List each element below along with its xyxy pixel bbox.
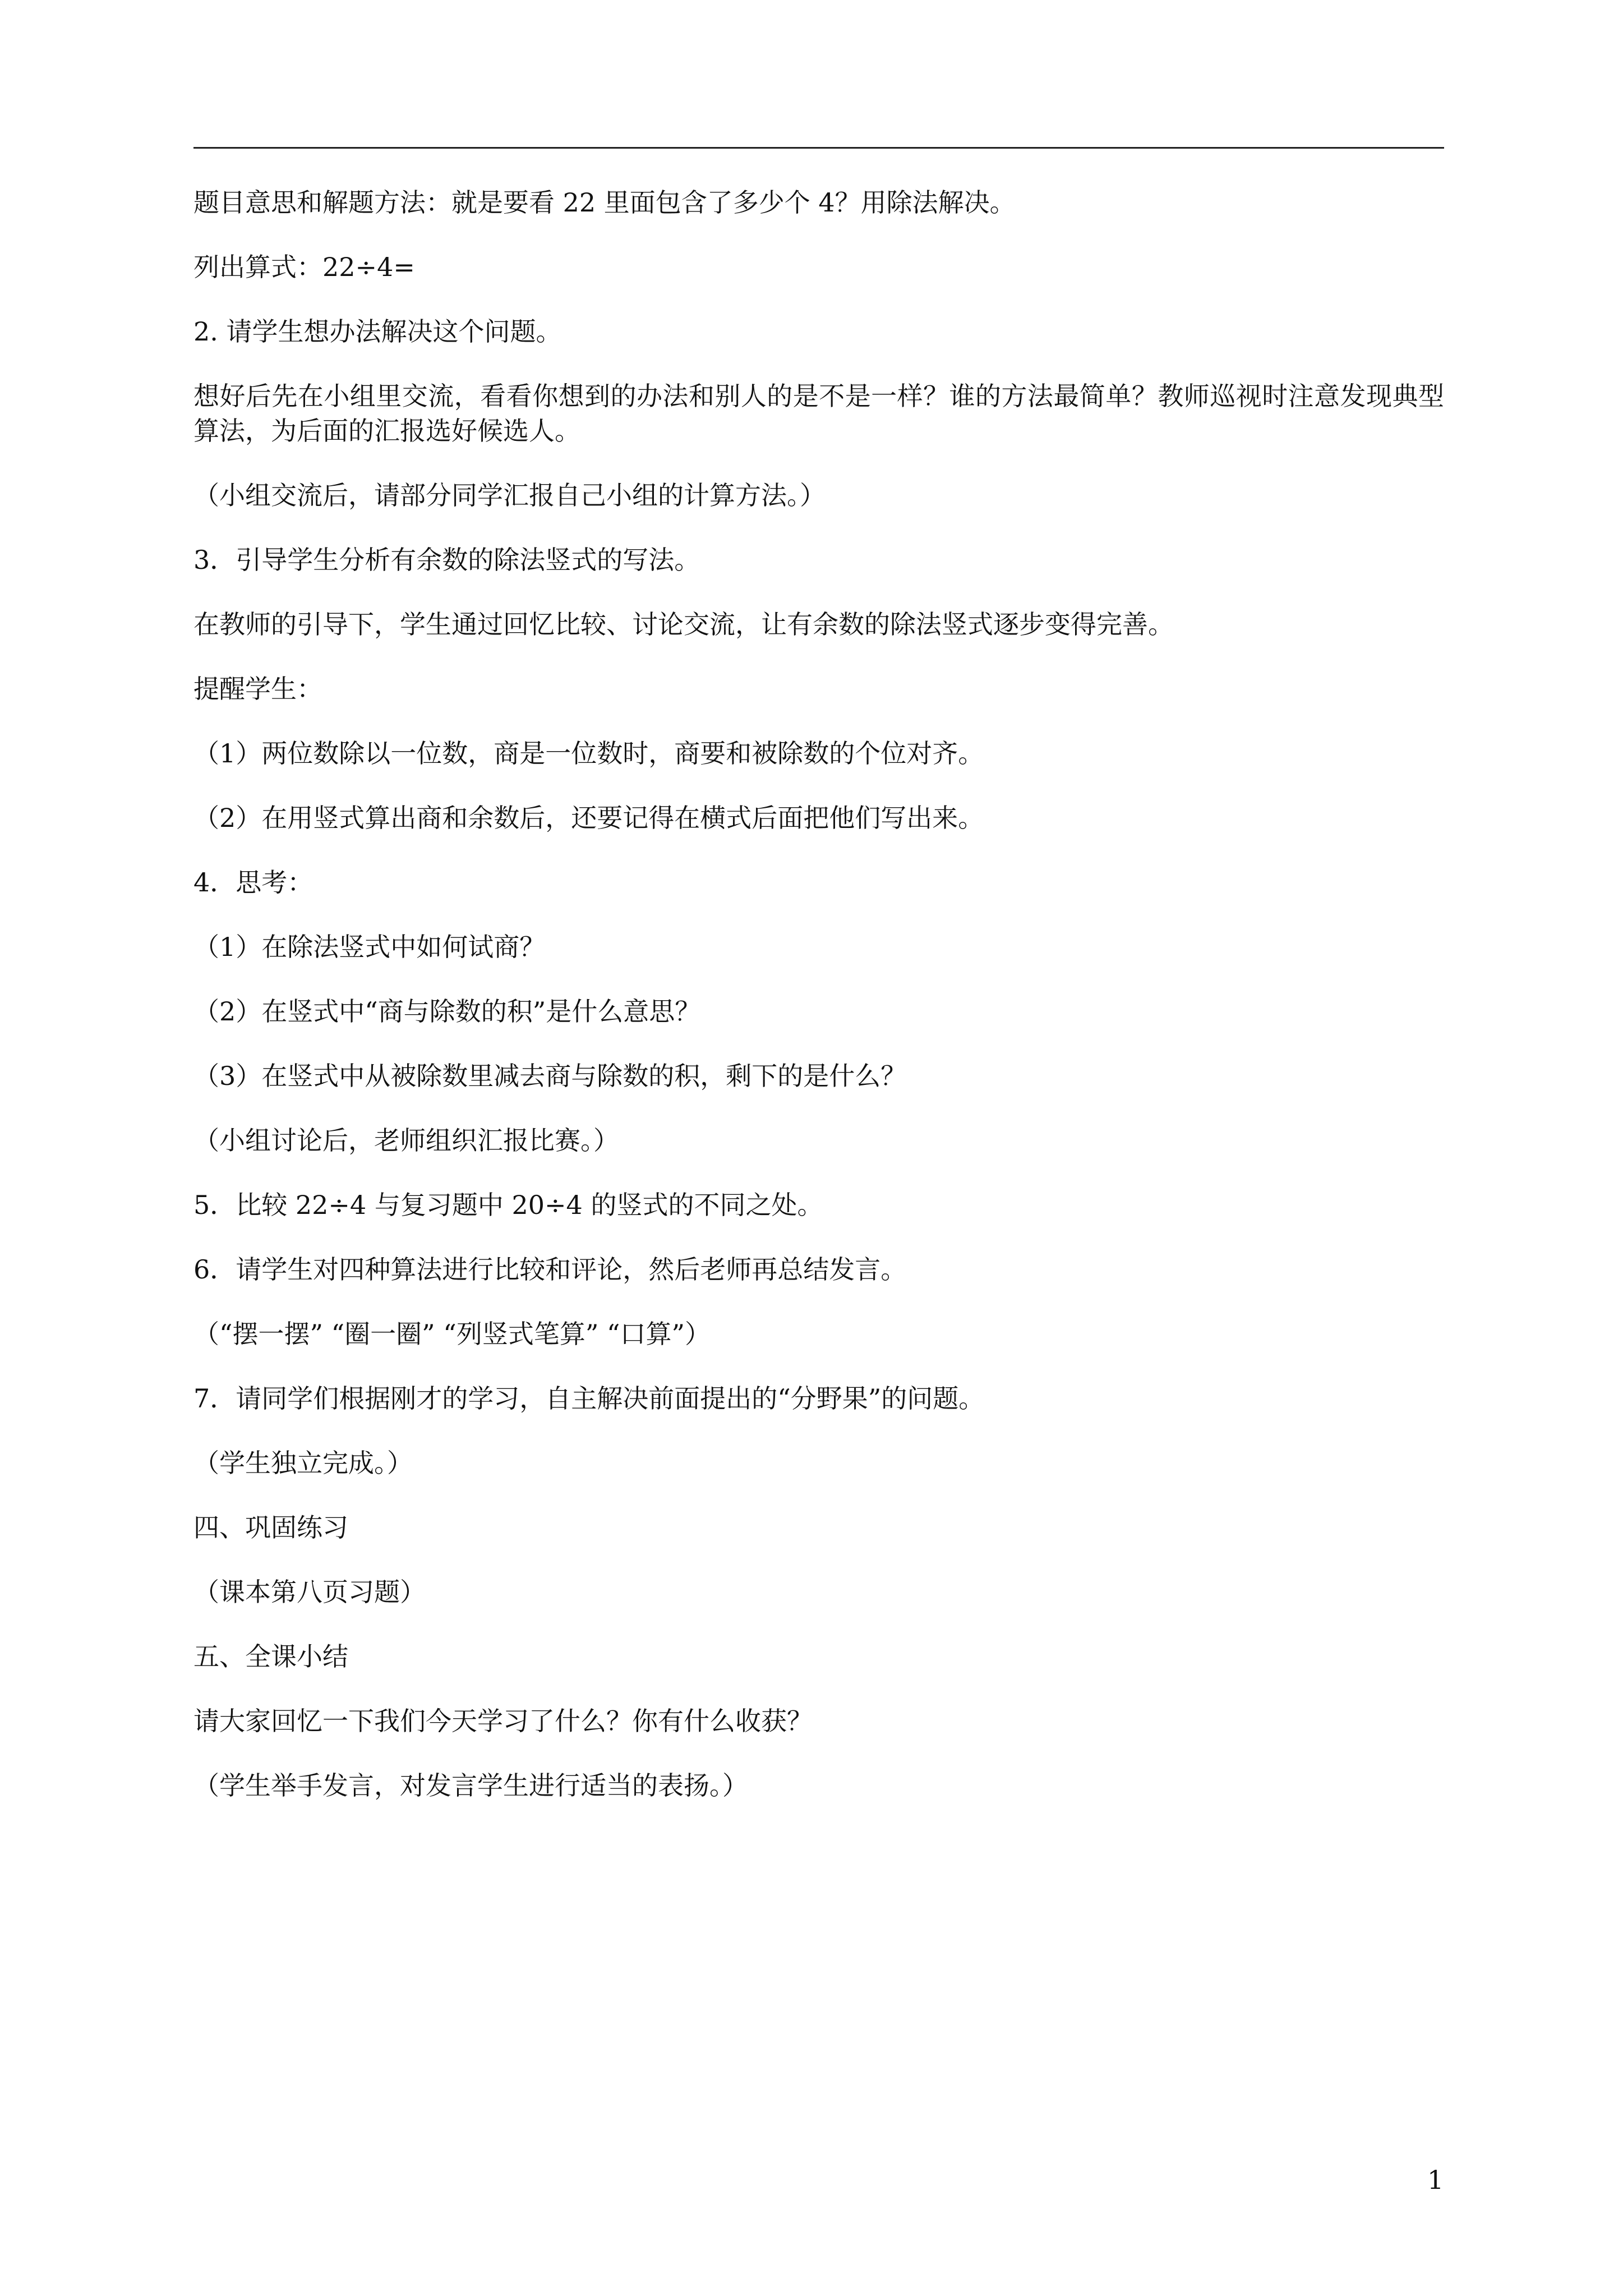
- page-number: 1: [1427, 2165, 1444, 2195]
- paragraph-competition: （小组讨论后，老师组织汇报比赛。）: [193, 1125, 619, 1156]
- paragraph-reminder-label: 提醒学生：: [193, 674, 322, 704]
- paragraph-recall: 请大家回忆一下我们今天学习了什么？你有什么收获？: [193, 1706, 813, 1736]
- question-item-3: （3）在竖式中从被除数里减去商与除数的积，剩下的是什么？: [193, 1061, 907, 1091]
- document-body: [193, 185, 1444, 1833]
- header-rule: [193, 147, 1444, 149]
- paragraph-textbook: （课本第八页习题）: [193, 1577, 426, 1607]
- reminder-item-1: （1）两位数除以一位数，商是一位数时，商要和被除数的个位对齐。: [193, 738, 984, 769]
- step-2-heading: 2. 请学生想办法解决这个问题。: [193, 316, 562, 347]
- reminder-item-2: （2）在用竖式算出商和余数后，还要记得在横式后面把他们写出来。: [193, 803, 984, 833]
- step-6-heading: 6．请学生对四种算法进行比较和评论，然后老师再总结发言。: [193, 1254, 907, 1285]
- paragraph-equation: 列出算式：22÷4=: [193, 252, 415, 282]
- paragraph-praise: （学生举手发言，对发言学生进行适当的表扬。）: [193, 1770, 748, 1801]
- step-4-heading: 4．思考：: [193, 867, 313, 898]
- paragraph-problem-meaning: 题目意思和解题方法：就是要看 22 里面包含了多少个 4？用除法解决。: [193, 187, 1016, 218]
- paragraph-group-discussion: 想好后先在小组里交流，看看你想到的办法和别人的是不是一样？谁的方法最简单？教师巡视时注意发现典型算法，为后面的汇报选好候选人。: [193, 381, 1444, 446]
- step-5-heading: 5．比较 22÷4 与复习题中 20÷4 的竖式的不同之处。: [193, 1190, 823, 1220]
- paragraph-four-methods: （“摆一摆” “圈一圈” “列竖式笔算” “口算”）: [193, 1319, 711, 1349]
- paragraph-teacher-guidance: 在教师的引导下，学生通过回忆比较、讨论交流，让有余数的除法竖式逐步变得完善。: [193, 609, 1174, 639]
- paragraph-independent: （学生独立完成。）: [193, 1448, 413, 1478]
- section-4-heading: 四、巩固练习: [193, 1512, 348, 1543]
- step-7-heading: 7．请同学们根据刚才的学习，自主解决前面提出的“分野果”的问题。: [193, 1383, 985, 1414]
- question-item-2: （2）在竖式中“商与除数的积”是什么意思？: [193, 996, 701, 1027]
- question-item-1: （1）在除法竖式中如何试商？: [193, 932, 546, 962]
- step-3-heading: 3．引导学生分析有余数的除法竖式的写法。: [193, 545, 700, 575]
- section-5-heading: 五、全课小结: [193, 1641, 348, 1672]
- paragraph-group-report: （小组交流后，请部分同学汇报自己小组的计算方法。）: [193, 480, 826, 510]
